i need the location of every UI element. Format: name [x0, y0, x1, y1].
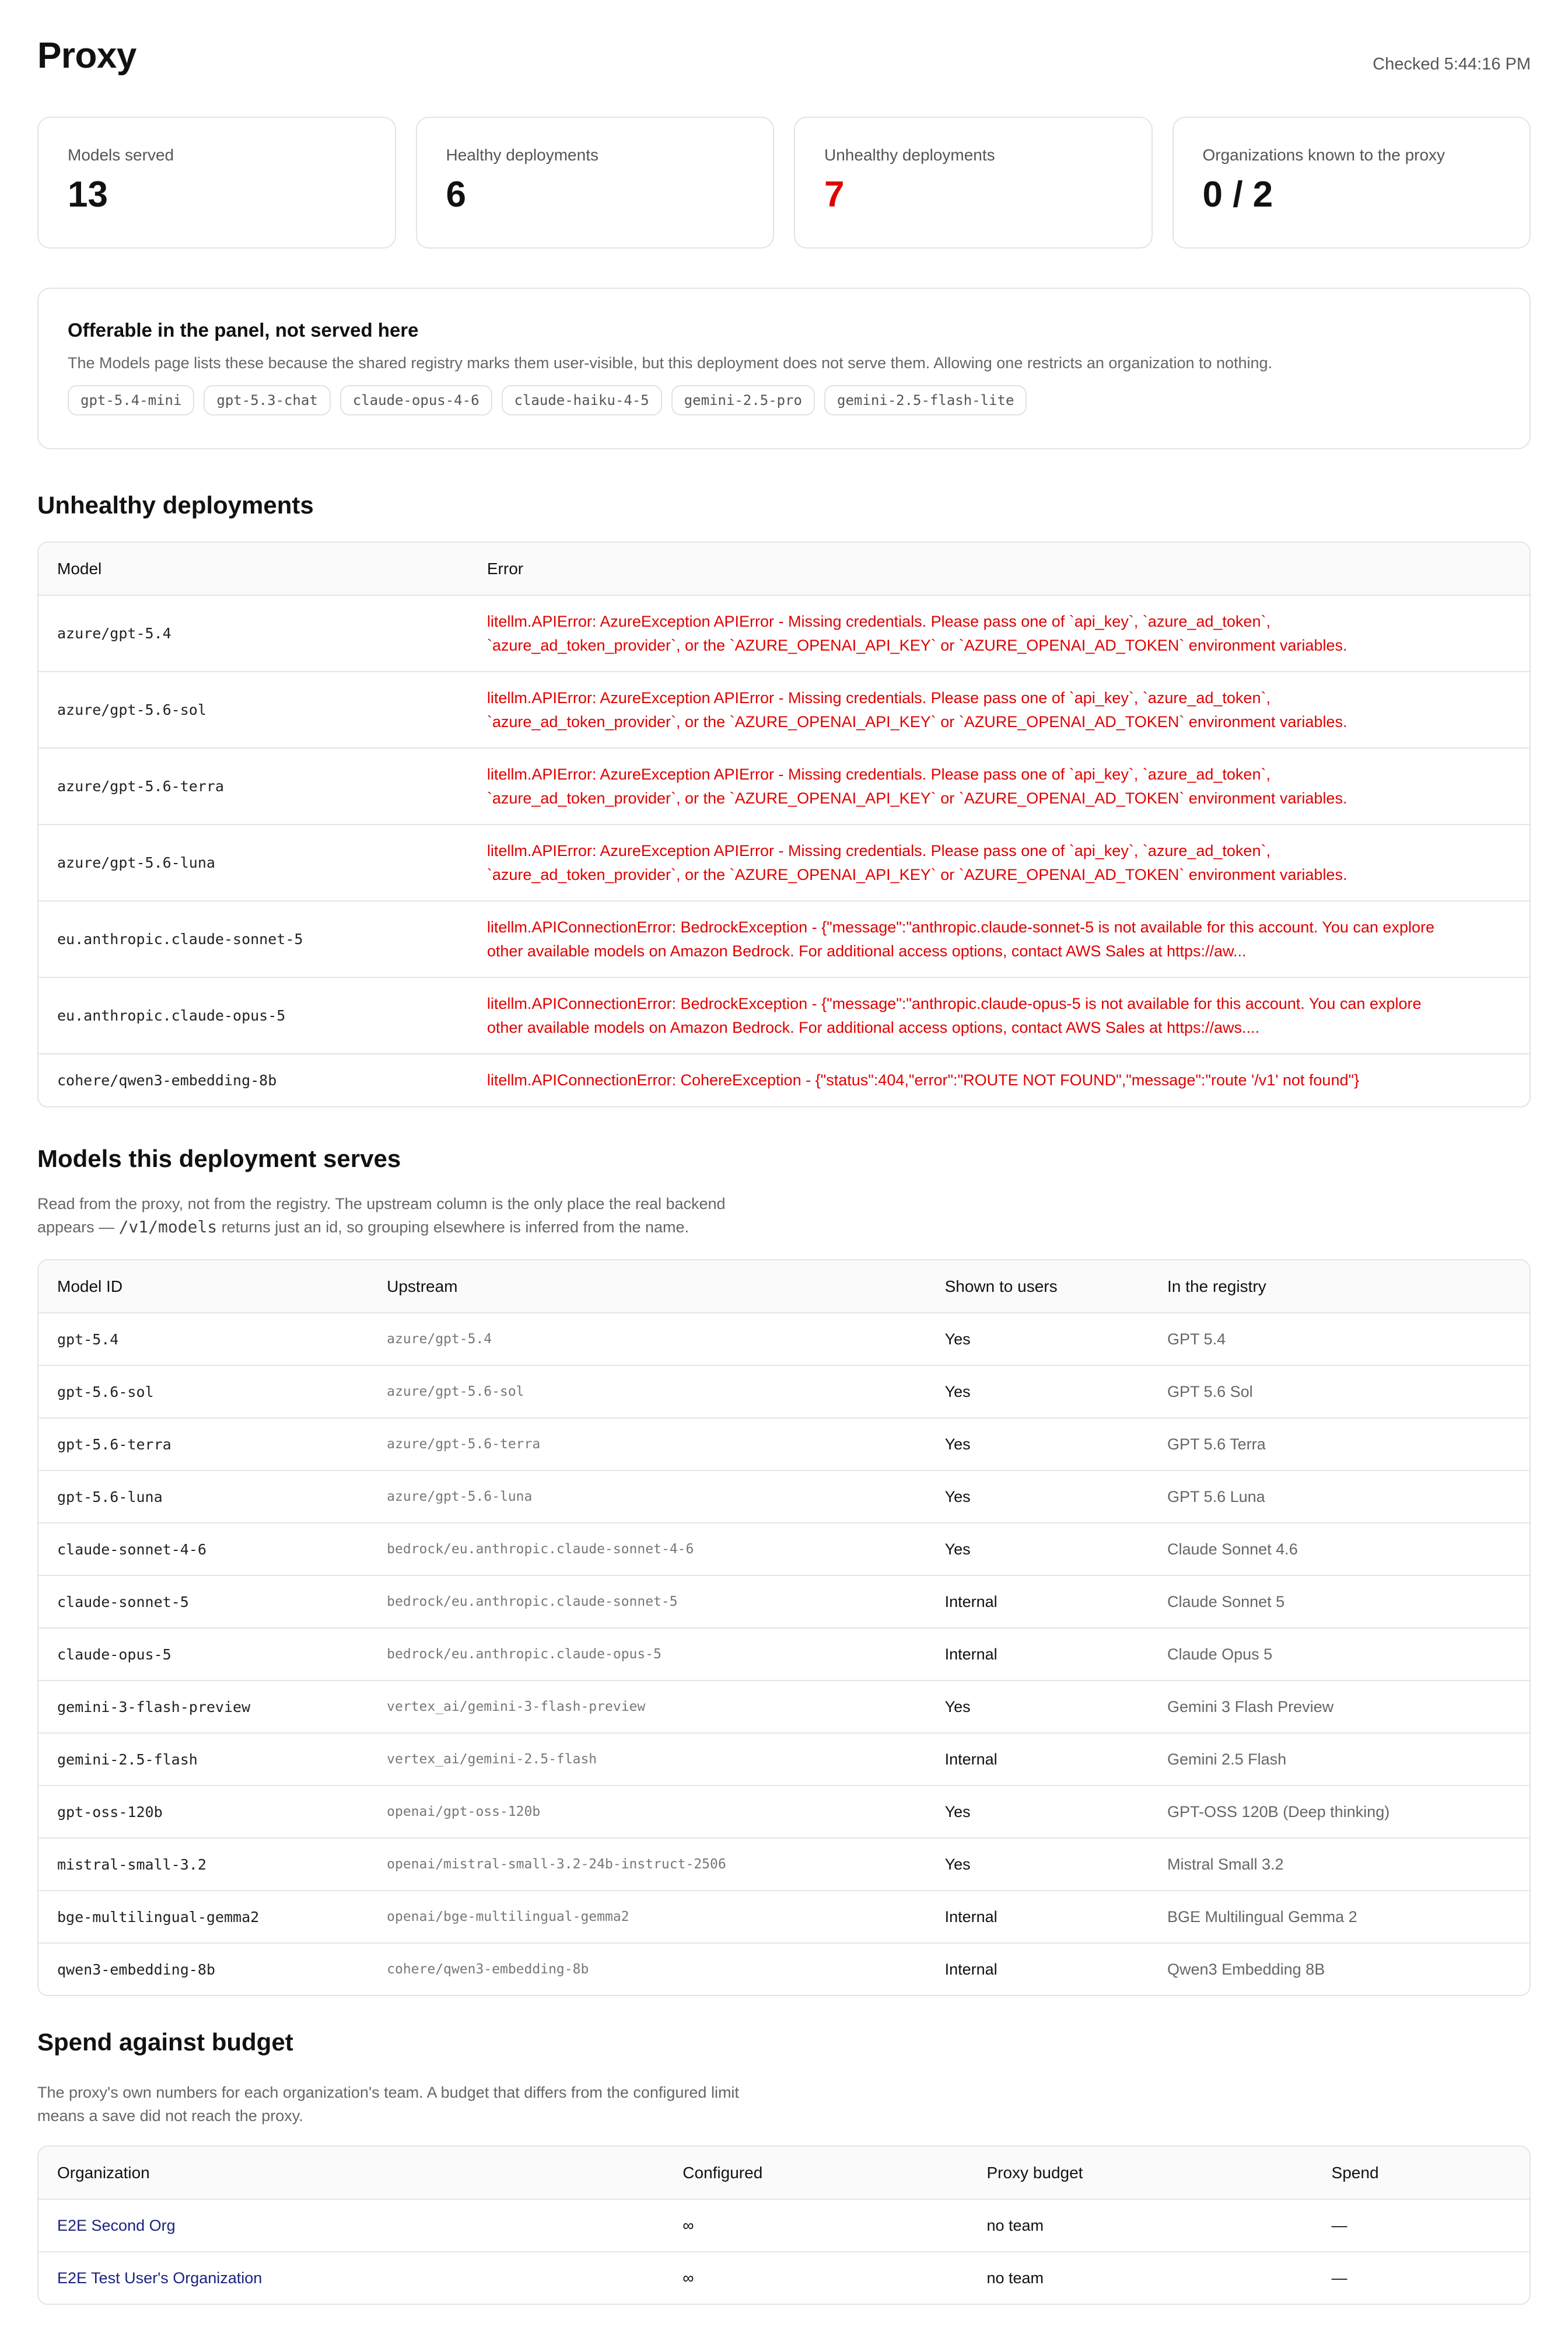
registry-cell: Mistral Small 3.2: [1167, 1855, 1284, 1873]
column-header-proxy-budget: Proxy budget: [986, 2163, 1083, 2182]
column-header-model: Model: [57, 559, 102, 578]
table-header: [38, 543, 1530, 596]
upstream-cell: openai/gpt-oss-120b: [387, 1804, 541, 1819]
upstream-cell: openai/mistral-small-3.2-24b-instruct-2506: [387, 1857, 726, 1872]
shown-cell: Yes: [944, 1330, 971, 1348]
model-cell: azure/gpt-5.6-terra: [57, 778, 224, 795]
table-row: [38, 1839, 1530, 1891]
table-row: [38, 1576, 1530, 1629]
stat-value: 13: [68, 174, 108, 215]
model-chip: gemini-2.5-flash-lite: [824, 385, 1027, 415]
error-line: `azure_ad_token_provider`, or the `AZURE_OPENAI_API_KEY` or `AZURE_OPENAI_AD_TOKEN` environment variables.: [487, 636, 1348, 654]
stat-value: 6: [446, 174, 466, 215]
error-cell: [468, 916, 1530, 963]
model-chip: gpt-5.4-mini: [68, 385, 194, 415]
spend-section-title: Spend against budget: [37, 2028, 293, 2056]
table-row: [38, 1366, 1530, 1418]
stat-card-models-served: [37, 117, 396, 249]
model-id-cell: claude-sonnet-4-6: [57, 1540, 206, 1558]
model-id-cell: gemini-3-flash-preview: [57, 1698, 251, 1715]
description-text: appears —: [37, 1218, 119, 1236]
shown-cell: Yes: [944, 1487, 971, 1505]
upstream-cell: bedrock/eu.anthropic.claude-sonnet-5: [387, 1594, 678, 1609]
description-text: returns just an id, so grouping elsewhere is inferred from the name.: [217, 1218, 690, 1236]
stat-label: Models served: [68, 146, 174, 164]
error-line: litellm.APIError: AzureException APIError - Missing credentials. Please pass one of `api_key`, `azure_ad_token`,: [487, 612, 1270, 630]
column-header-organization: Organization: [57, 2163, 150, 2182]
error-line: `azure_ad_token_provider`, or the `AZURE_OPENAI_API_KEY` or `AZURE_OPENAI_AD_TOKEN` environment variables.: [487, 712, 1348, 731]
model-cell: azure/gpt-5.6-sol: [57, 701, 206, 718]
stat-label: Organizations known to the proxy: [1202, 146, 1446, 164]
column-header-configured: Configured: [682, 2163, 763, 2182]
registry-cell: GPT 5.6 Sol: [1167, 1382, 1253, 1400]
column-header-error: Error: [487, 559, 524, 578]
table-row: [38, 672, 1530, 749]
table-row: [38, 1418, 1530, 1471]
model-chip: gpt-5.3-chat: [204, 385, 330, 415]
column-header-upstream: Upstream: [387, 1277, 458, 1295]
registry-cell: Gemini 2.5 Flash: [1167, 1750, 1287, 1768]
offerable-card: [37, 288, 1531, 449]
spend-cell: —: [1331, 2216, 1348, 2234]
model-cell: eu.anthropic.claude-sonnet-5: [57, 931, 303, 948]
served-section-title: Models this deployment serves: [37, 1145, 401, 1172]
table-row: [38, 2252, 1530, 2304]
proxy-budget-cell: no team: [986, 2216, 1044, 2234]
offerable-chips: [68, 385, 1500, 415]
offerable-title: Offerable in the panel, not served here: [68, 319, 419, 341]
shown-cell: Yes: [944, 1802, 971, 1821]
organization-cell[interactable]: E2E Test User's Organization: [57, 2269, 262, 2287]
spend-cell: —: [1331, 2269, 1348, 2287]
organization-cell[interactable]: E2E Second Org: [57, 2216, 176, 2234]
model-id-cell: gpt-5.6-sol: [57, 1383, 154, 1400]
stat-card-unhealthy-deployments: [794, 117, 1153, 249]
configured-cell: ∞: [682, 2269, 694, 2287]
stat-label: Healthy deployments: [446, 146, 598, 164]
shown-cell: Yes: [944, 1382, 971, 1400]
model-chip: gemini-2.5-pro: [671, 385, 815, 415]
registry-cell: Qwen3 Embedding 8B: [1167, 1960, 1325, 1978]
shown-cell: Yes: [944, 1855, 971, 1873]
model-chip: claude-haiku-4-5: [502, 385, 662, 415]
proxy-budget-cell: no team: [986, 2269, 1044, 2287]
table-row: [38, 1944, 1530, 1995]
upstream-cell: bedrock/eu.anthropic.claude-sonnet-4-6: [387, 1542, 694, 1557]
model-chip: claude-opus-4-6: [340, 385, 492, 415]
model-id-cell: gpt-5.4: [57, 1330, 119, 1348]
unhealthy-section-title: Unhealthy deployments: [37, 491, 314, 519]
offerable-description: The Models page lists these because the shared registry marks them user-visible, but this deployment does not serve them. Allowing one restricts an organization to nothing.: [68, 354, 1273, 372]
error-line: litellm.APIConnectionError: CohereException - {"status":404,"error":"ROUTE NOT FOUND","message":"route '/v1' not found"}: [487, 1071, 1360, 1089]
spend-table: [37, 2146, 1531, 2305]
table-row: [38, 1734, 1530, 1786]
model-cell: azure/gpt-5.4: [57, 625, 172, 642]
unhealthy-table: [37, 541, 1531, 1107]
registry-cell: GPT-OSS 120B (Deep thinking): [1167, 1802, 1390, 1821]
upstream-cell: azure/gpt-5.6-luna: [387, 1489, 533, 1504]
stats-row: [37, 117, 1531, 249]
model-id-cell: qwen3-embedding-8b: [57, 1961, 215, 1978]
description-line: [37, 1215, 726, 1239]
upstream-cell: vertex_ai/gemini-3-flash-preview: [387, 1699, 646, 1714]
stat-label: Unhealthy deployments: [824, 146, 995, 164]
registry-cell: Claude Sonnet 5: [1167, 1592, 1285, 1610]
shown-cell: Yes: [944, 1435, 971, 1453]
model-id-cell: mistral-small-3.2: [57, 1856, 206, 1873]
error-cell: [468, 1068, 1530, 1092]
error-line: other available models on Amazon Bedrock. For additional access options, contact AWS Sales at https://aws....: [487, 1018, 1260, 1036]
table-row: [38, 1891, 1530, 1944]
spend-description: [37, 2081, 739, 2127]
model-id-cell: bge-multilingual-gemma2: [57, 1908, 260, 1926]
model-cell: azure/gpt-5.6-luna: [57, 854, 215, 871]
table-header: [38, 2147, 1530, 2200]
model-id-cell: gpt-oss-120b: [57, 1803, 163, 1821]
upstream-cell: cohere/qwen3-embedding-8b: [387, 1962, 589, 1977]
column-header-registry: In the registry: [1167, 1277, 1266, 1295]
shown-cell: Internal: [944, 1960, 998, 1978]
upstream-cell: azure/gpt-5.4: [387, 1332, 492, 1347]
registry-cell: Claude Sonnet 4.6: [1167, 1540, 1298, 1558]
error-line: `azure_ad_token_provider`, or the `AZURE_OPENAI_API_KEY` or `AZURE_OPENAI_AD_TOKEN` environment variables.: [487, 789, 1348, 807]
served-description: [37, 1192, 726, 1239]
model-id-cell: gemini-2.5-flash: [57, 1750, 198, 1768]
column-header-model-id: Model ID: [57, 1277, 123, 1295]
table-row: [38, 1629, 1530, 1681]
registry-cell: Claude Opus 5: [1167, 1645, 1273, 1663]
error-line: litellm.APIConnectionError: BedrockException - {"message":"anthropic.claude-sonnet-5 is not available for this account. You can explore: [487, 918, 1434, 936]
table-row: [38, 596, 1530, 672]
column-header-shown: Shown to users: [944, 1277, 1058, 1295]
error-cell: [468, 686, 1530, 734]
shown-cell: Internal: [944, 1750, 998, 1768]
registry-cell: GPT 5.6 Luna: [1167, 1487, 1265, 1505]
shown-cell: Internal: [944, 1907, 998, 1926]
upstream-cell: azure/gpt-5.6-terra: [387, 1437, 541, 1452]
upstream-cell: bedrock/eu.anthropic.claude-opus-5: [387, 1647, 662, 1662]
table-row: [38, 1313, 1530, 1366]
upstream-cell: vertex_ai/gemini-2.5-flash: [387, 1752, 597, 1767]
column-header-spend: Spend: [1331, 2163, 1379, 2182]
description-line: The proxy's own numbers for each organization's team. A budget that differs from the configured limit: [37, 2084, 739, 2101]
checked-timestamp: Checked 5:44:16 PM: [1373, 55, 1531, 74]
shown-cell: Yes: [944, 1697, 971, 1715]
served-models-table: [37, 1259, 1531, 1996]
error-line: litellm.APIError: AzureException APIError - Missing credentials. Please pass one of `api_key`, `azure_ad_token`,: [487, 689, 1270, 707]
error-line: litellm.APIConnectionError: BedrockException - {"message":"anthropic.claude-opus-5 is not available for this account. You can explore: [487, 994, 1422, 1012]
configured-cell: ∞: [682, 2216, 694, 2234]
table-row: [38, 902, 1530, 978]
model-id-cell: gpt-5.6-terra: [57, 1435, 172, 1453]
registry-cell: Gemini 3 Flash Preview: [1167, 1697, 1334, 1715]
model-id-cell: claude-sonnet-5: [57, 1593, 189, 1610]
table-row: [38, 978, 1530, 1054]
registry-cell: GPT 5.6 Terra: [1167, 1435, 1266, 1453]
error-line: litellm.APIError: AzureException APIError - Missing credentials. Please pass one of `api_key`, `azure_ad_token`,: [487, 841, 1270, 859]
stat-card-organizations-known: [1172, 117, 1531, 249]
error-line: other available models on Amazon Bedrock. For additional access options, contact AWS Sales at https://aw...: [487, 942, 1247, 960]
endpoint-code: /v1/models: [118, 1217, 218, 1236]
stat-card-healthy-deployments: [416, 117, 775, 249]
table-row: [38, 1786, 1530, 1839]
shown-cell: Yes: [944, 1540, 971, 1558]
error-cell: [468, 763, 1530, 810]
model-id-cell: claude-opus-5: [57, 1645, 172, 1663]
table-row: [38, 1681, 1530, 1734]
table-row: [38, 2200, 1530, 2252]
error-line: `azure_ad_token_provider`, or the `AZURE_OPENAI_API_KEY` or `AZURE_OPENAI_AD_TOKEN` environment variables.: [487, 865, 1348, 883]
registry-cell: GPT 5.4: [1167, 1330, 1226, 1348]
table-row: [38, 1524, 1530, 1576]
shown-cell: Internal: [944, 1592, 998, 1610]
stat-value: 0 / 2: [1202, 174, 1273, 215]
model-cell: cohere/qwen3-embedding-8b: [57, 1072, 277, 1089]
registry-cell: BGE Multilingual Gemma 2: [1167, 1907, 1357, 1926]
error-line: litellm.APIError: AzureException APIError - Missing credentials. Please pass one of `api_key`, `azure_ad_token`,: [487, 765, 1270, 783]
table-row: [38, 825, 1530, 902]
upstream-cell: azure/gpt-5.6-sol: [387, 1384, 524, 1399]
model-cell: eu.anthropic.claude-opus-5: [57, 1007, 286, 1024]
table-row: [38, 1471, 1530, 1524]
description-line: means a save did not reach the proxy.: [37, 2107, 303, 2125]
error-cell: [468, 839, 1530, 887]
page-title: Proxy: [37, 36, 136, 76]
upstream-cell: openai/bge-multilingual-gemma2: [387, 1909, 629, 1924]
table-row: [38, 749, 1530, 825]
description-line: Read from the proxy, not from the registry. The upstream column is the only place the real backend: [37, 1195, 726, 1213]
shown-cell: Internal: [944, 1645, 998, 1663]
stat-value: 7: [824, 174, 845, 215]
error-cell: [468, 610, 1530, 658]
table-header: [38, 1260, 1530, 1313]
table-row: [38, 1054, 1530, 1106]
model-id-cell: gpt-5.6-luna: [57, 1488, 163, 1505]
error-cell: [468, 992, 1530, 1040]
